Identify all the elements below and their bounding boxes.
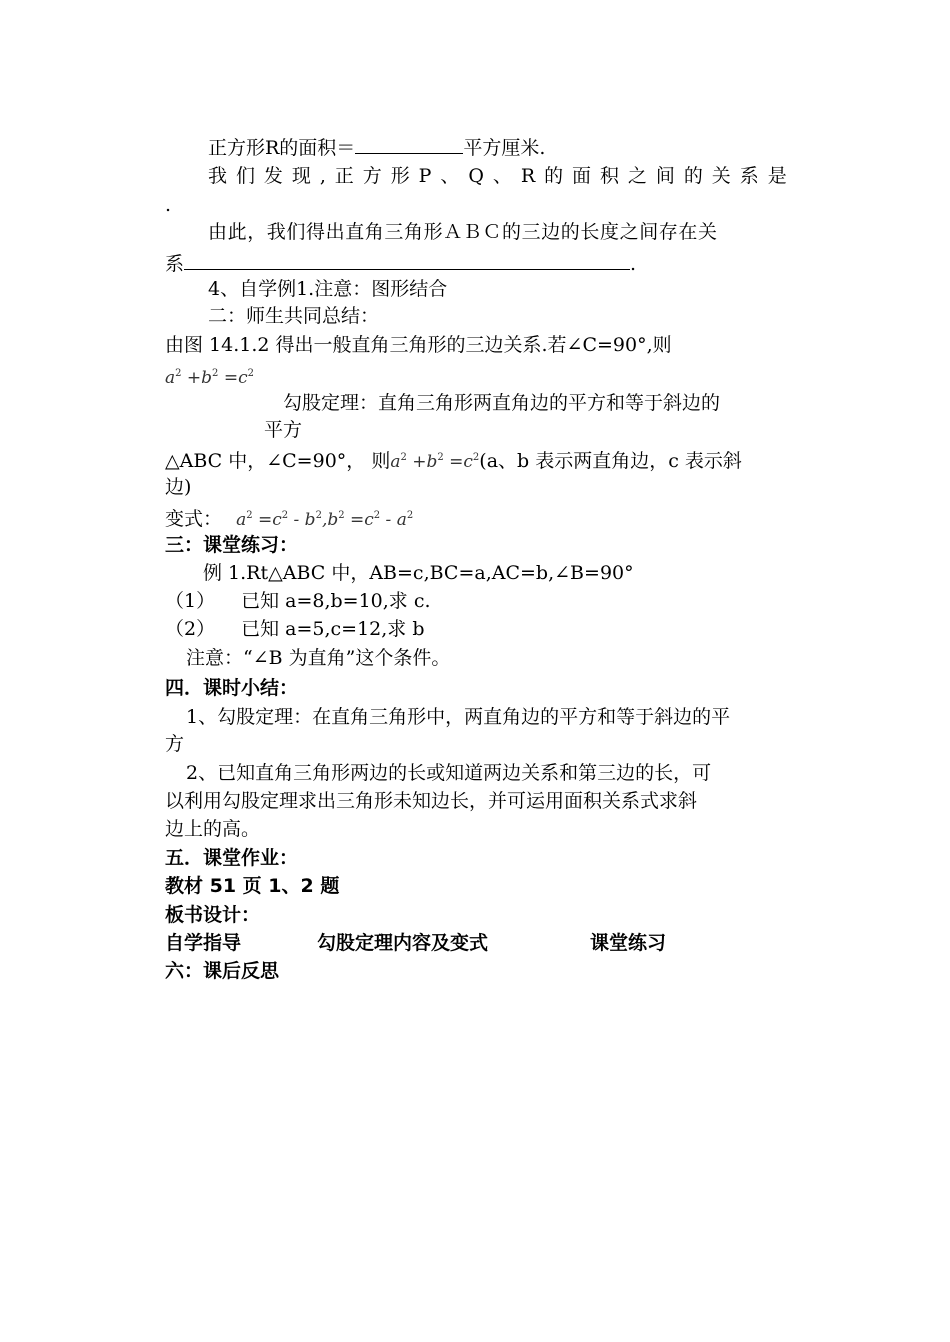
- question-2-line: （2） 已知 a=5,c=12,求 b: [165, 618, 425, 640]
- triangle-abc-line: △ABC 中，∠C=90°， 则$a^2 +b^2 =c^2(a$、b 表示两直角边，c 表示斜: [165, 450, 742, 472]
- relation-found-char: Q: [468, 165, 484, 187]
- lesson-summary-heading: 四．课时小结：: [165, 677, 299, 699]
- reflection-heading: 六：课后反思: [165, 960, 280, 982]
- square-r-area-unit: 平方厘米.: [463, 137, 546, 159]
- square-r-area-text: 正方形R的面积＝: [208, 137, 356, 159]
- summary-item-2: 2、已知直角三角形两边的长或知道两边关系和第三边的长，可: [186, 762, 712, 784]
- relation-found-char: 们: [235, 165, 255, 187]
- relation-found-char: 面: [572, 165, 592, 187]
- relation-found-char: R: [520, 165, 536, 187]
- relation-found-char: P: [418, 165, 432, 187]
- relation-found-char: 、: [440, 165, 460, 187]
- board-col-theorem: 勾股定理内容及变式: [317, 932, 489, 954]
- answer-blank-relation[interactable]: [184, 249, 630, 270]
- relation-found-char: 是: [767, 165, 787, 187]
- variant-line: 变式： $a^2 =c^2 - b^2,b^2 =c^2 - a^2$: [165, 508, 414, 530]
- example-1-line: 例 1.Rt△ABC 中，AB=c,BC=a,AC=b,∠B=90°: [203, 562, 634, 584]
- summary-item-1: 1、勾股定理：在直角三角形中，两直角边的平方和等于斜边的平: [186, 706, 731, 728]
- relation-found-char: 的: [544, 165, 564, 187]
- relation-found-end: .: [165, 194, 172, 216]
- figure-relation-line: 由图 14.1.2 得出一般直角三角形的三边关系.若∠C=90°,则: [165, 334, 672, 356]
- homework-line: 教材 51 页 1、2 题: [165, 875, 340, 897]
- summary-item-2-cont1: 以利用勾股定理求出三角形未知边长，并可运用面积关系式求斜: [165, 790, 698, 812]
- relation-found-char: 正: [334, 165, 354, 187]
- board-design-heading: 板书设计：: [165, 904, 261, 926]
- theorem-line: 勾股定理：直角三角形两直角边的平方和等于斜边的: [283, 392, 721, 414]
- relation-found-line: [208, 163, 787, 189]
- relation-found-char: 发: [263, 165, 283, 187]
- relation-found-char: 、: [492, 165, 512, 187]
- practice-heading: 三：课堂练习：: [165, 534, 299, 556]
- summary-item-1-cont: 方: [165, 733, 185, 755]
- variant-formula: $a^2 =c^2 - b^2,b^2 =c^2 - a^2$: [236, 510, 414, 530]
- relation-found-char: 形: [390, 165, 410, 187]
- self-study-line: 4、自学例1.注意：图形结合: [208, 278, 448, 300]
- relation-found-char: 之: [627, 165, 647, 187]
- relation-found-char: 间: [655, 165, 675, 187]
- relation-found-char: 我: [208, 165, 228, 187]
- relation-found-char: 现: [291, 165, 311, 187]
- abc-formula: $a^2 +b^2 =c^2$: [390, 452, 480, 472]
- triangle-abc-cont: 边): [165, 476, 192, 498]
- relation-found-char: 系: [739, 165, 759, 187]
- square-r-area-line: [208, 133, 787, 161]
- relation-found-char: 方: [362, 165, 382, 187]
- relation-found-char: 关: [711, 165, 731, 187]
- board-col-self-study: 自学指导: [165, 932, 242, 954]
- summary-heading-line: 二：师生共同总结：: [208, 305, 380, 327]
- summary-item-2-cont2: 边上的高。: [165, 818, 261, 840]
- answer-blank-r-area[interactable]: [355, 133, 463, 154]
- relation-found-char: ,: [319, 165, 326, 187]
- relation-found-char: 积: [599, 165, 619, 187]
- board-col-practice: 课堂练习: [590, 932, 667, 954]
- pythagorean-formula: $a^2 +b^2 =c^2$: [165, 368, 254, 388]
- homework-heading: 五．课堂作业：: [165, 847, 299, 869]
- theorem-cont-line: 平方: [264, 419, 303, 441]
- relation-found-char: 的: [683, 165, 703, 187]
- question-1-line: （1） 已知 a=8,b=10,求 c.: [165, 590, 431, 612]
- conclusion-line: 由此，我们得出直角三角形ＡＢＣ的三边的长度之间存在关: [208, 221, 718, 243]
- note-line: 注意：“∠B 为直角”这个条件。: [186, 647, 451, 669]
- conclusion-cont-line: 系 .: [165, 249, 787, 277]
